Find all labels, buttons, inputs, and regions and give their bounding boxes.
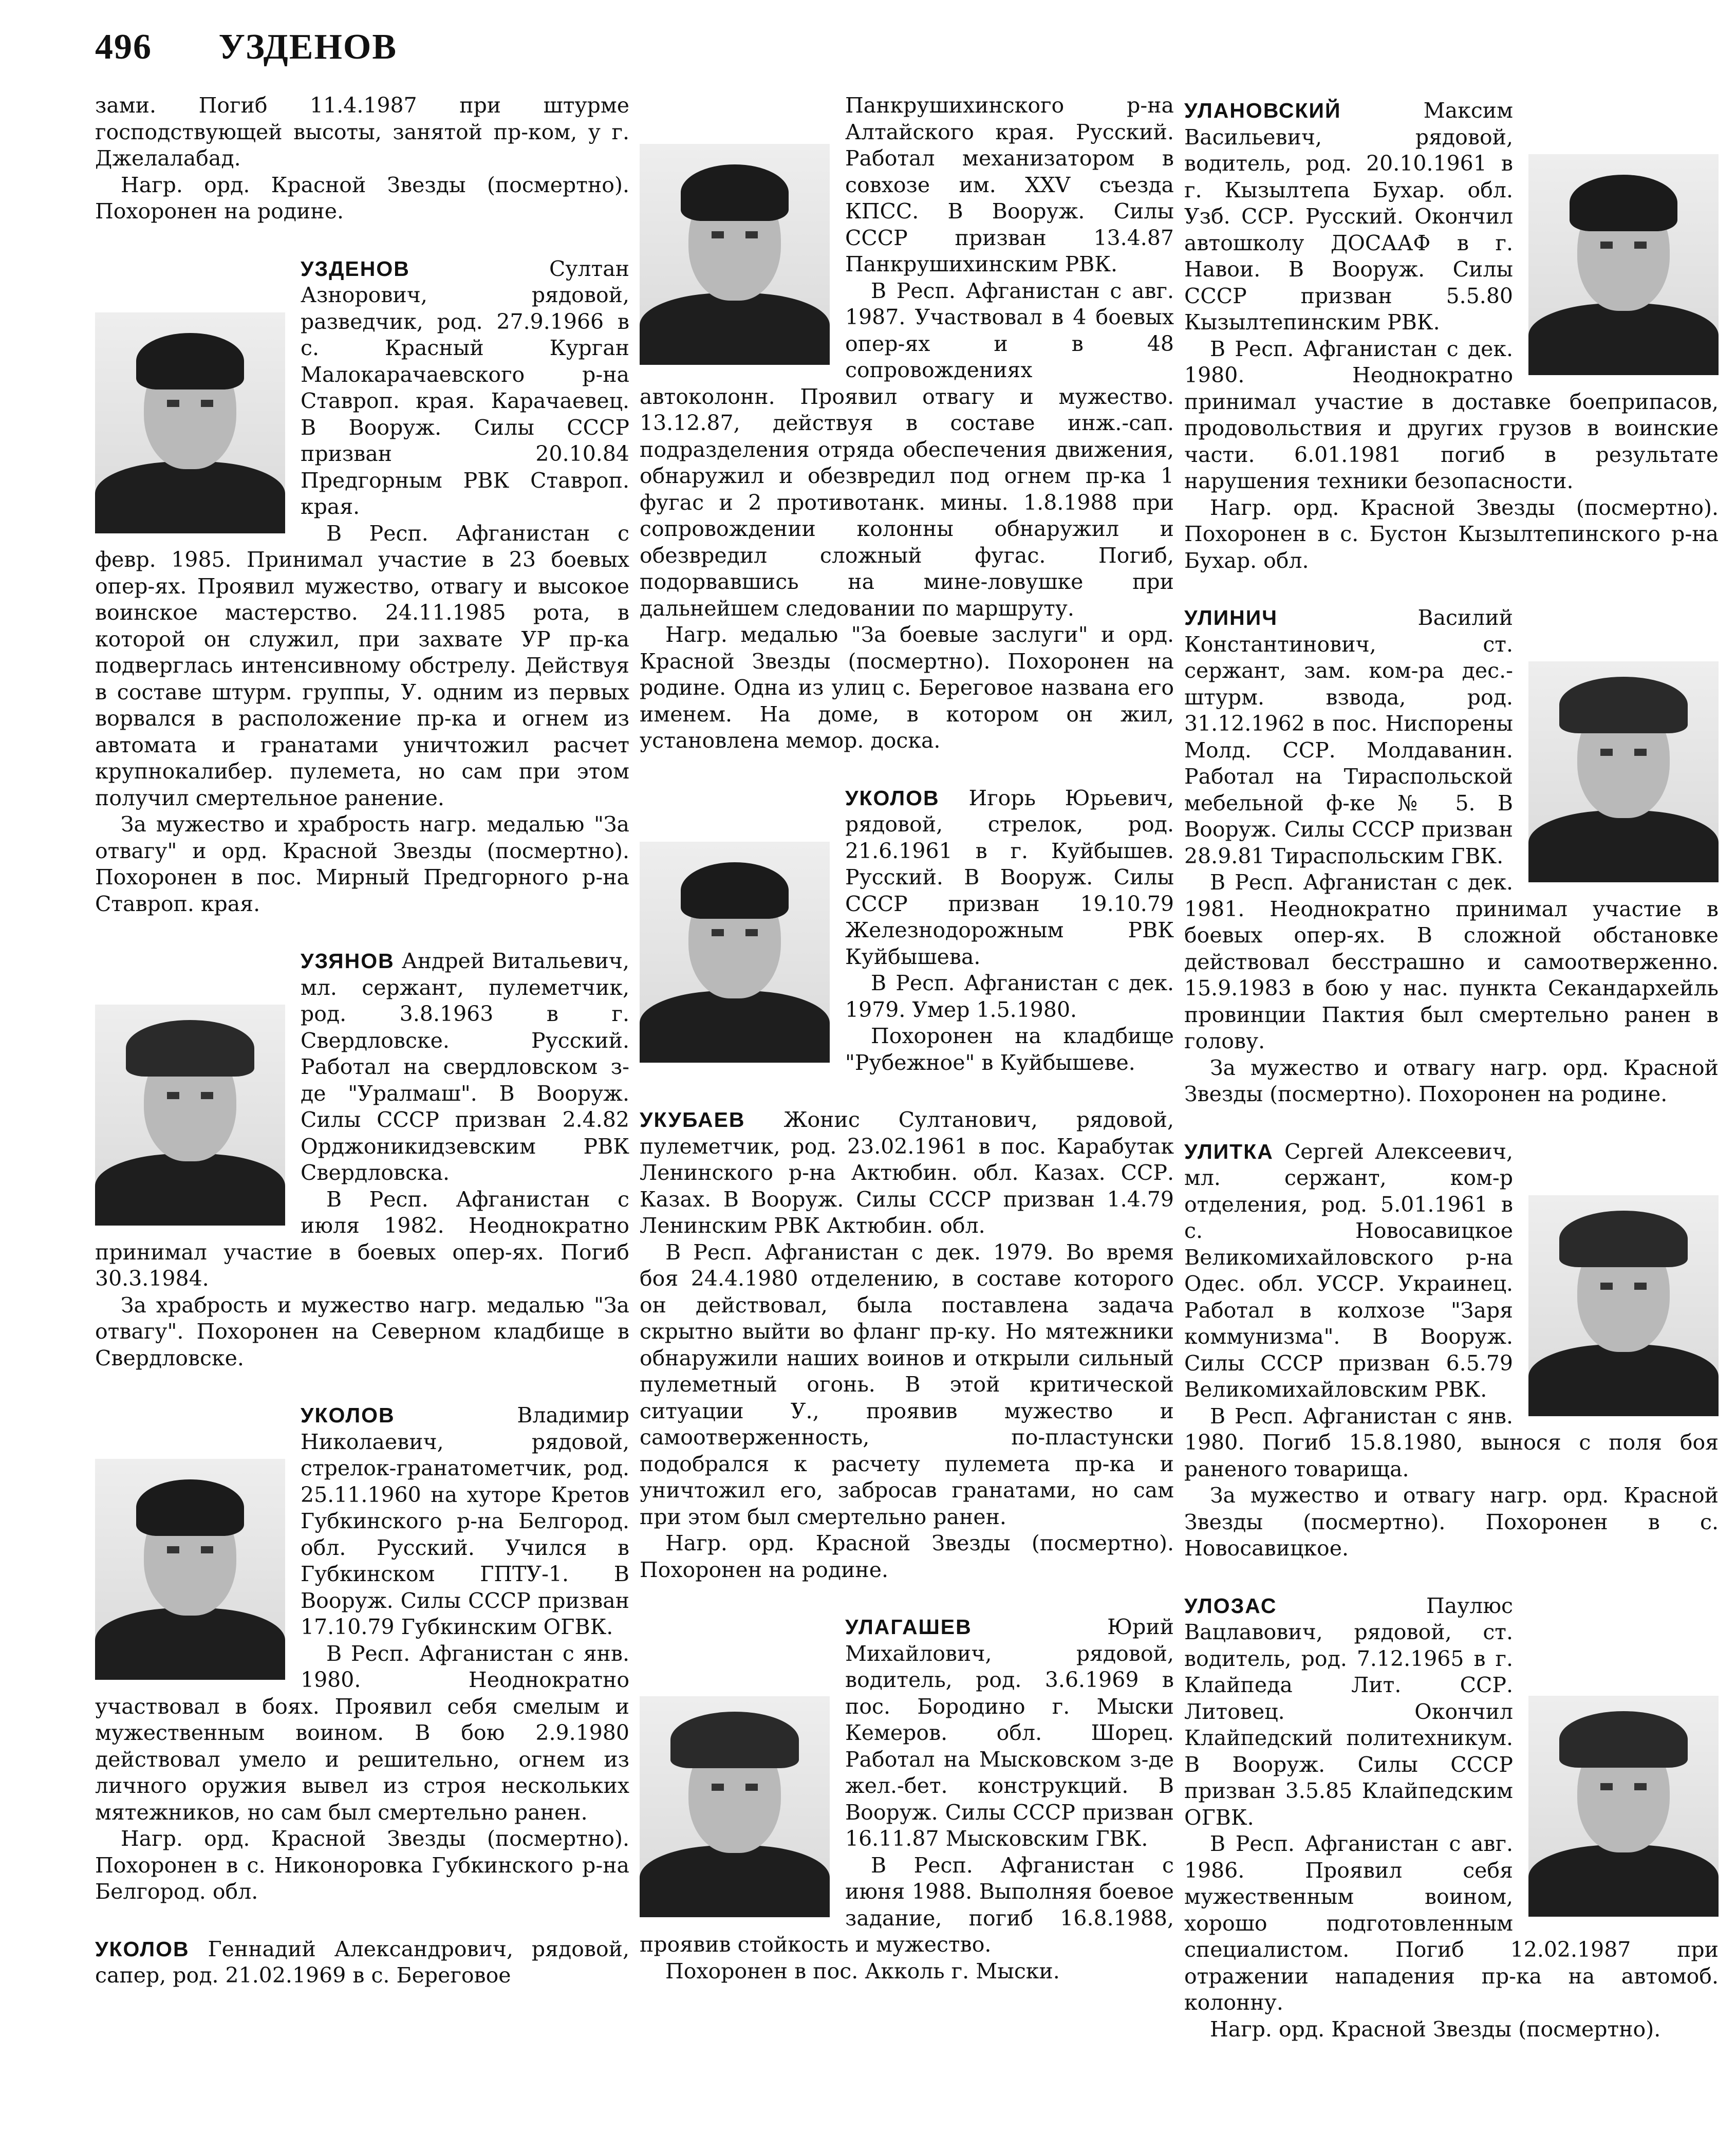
portrait-cap	[126, 1020, 254, 1077]
portrait-hair	[136, 1479, 244, 1536]
portrait-photo	[95, 1459, 285, 1680]
portrait-body	[640, 1845, 830, 1917]
entry-uzdenov	[95, 256, 629, 918]
entry-surname: УЛАНОВСКИЙ	[1184, 99, 1341, 122]
page-header	[95, 27, 397, 78]
portrait-eyes	[167, 1546, 213, 1553]
portrait-photo	[95, 1005, 285, 1226]
entry-bio: Султан Азнорович, рядовой, разведчик, род. 27.9.1966 в с. Красный Курган Малокарачаевского р-на Ставроп. края. Карачаевец. В Вооруж. Силы СССР призван 20.10.84 Предгорным РВК Ставроп. края.	[301, 256, 629, 519]
portrait-hair	[681, 862, 789, 919]
entry-bio: Максим Васильевич, рядовой, водитель, род. 20.10.1961 в г. Кызылтепа Бухар. обл. Узб. ССР. Русский. Окончил автошколу ДОСААФ в г. Навои. В Вооруж. Силы СССР призван 5.5.80 Кызылтепинским РВК.	[1184, 98, 1513, 335]
continuation-text: Нагр. медалью "За боевые заслуги" и орд. Красной Звезды (посмертно). Похоронен на родине. Одна из улиц с. Береговое названа его именем. На доме, в котором он жил, установлена мемор. доска.	[640, 622, 1174, 753]
portrait-eyes	[712, 929, 758, 936]
entry-award: Похоронен на кладбище "Рубежное" в Куйбышеве.	[845, 1024, 1174, 1075]
entry-bio: Владимир Николаевич, рядовой, стрелок-гранатометчик, род. 25.11.1960 на хуторе Кретов Губкинского р-на Белгород. обл. Русский. Учился в Губкинском ГПТУ-1. В Вооруж. Силы СССР призван 17.10.79 Губкинским ОГВК.	[301, 1403, 629, 1639]
portrait-hair	[681, 164, 789, 221]
portrait-body	[1528, 1344, 1719, 1416]
portrait-body	[95, 1608, 285, 1680]
portrait-body	[95, 1154, 285, 1226]
entry-bio: Василий Константинович, ст. сержант, зам. ком-ра дес.-штурм. взвода, род. 31.12.1962 в пос. Ниспорены Молд. ССР. Молдаванин. Работал на Тираспольской мебельной ф-ке № 5. В Вооруж. Силы СССР призван 28.9.81 Тираспольским ГВК.	[1184, 605, 1513, 868]
continuation-text: зами. Погиб 11.4.1987 при штурме господствующей высоты, занятой пр-ком, у г. Джелалабад.	[95, 93, 629, 171]
entry-bio: Геннадий Александрович, рядовой, сапер, род. 21.02.1969 в с. Береговое	[95, 1936, 629, 1988]
portrait-body	[1528, 810, 1719, 882]
portrait-eyes	[1600, 749, 1647, 756]
portrait-photo	[1528, 1195, 1719, 1416]
entry-surname: УКОЛОВ	[95, 1937, 190, 1961]
entry-service: В Респ. Афганистан с янв. 1980. Погиб 15.8.1980, вынося с поля боя раненого товарища.	[1184, 1403, 1719, 1481]
portrait-photo	[640, 1696, 830, 1917]
running-title: УЗДЕНОВ	[218, 27, 398, 67]
entry-award: За мужество и отвагу нагр. орд. Красной Звезды (посмертно). Похоронен в с. Новосавицкое.	[1184, 1483, 1719, 1561]
entry-award: Нагр. орд. Красной Звезды (посмертно). Похоронен в с. Никоноровка Губкинского р-на Белгород. обл.	[95, 1826, 629, 1904]
portrait-cap	[670, 1712, 799, 1768]
entry-surname: УКОЛОВ	[301, 1403, 395, 1427]
portrait-eyes	[712, 231, 758, 238]
entry-bio: Юрий Михайлович, рядовой, водитель, род. 3.6.1969 в пос. Бородино г. Мыски Кемеров. обл. Шорец. Работал на Мысковском з-де жел.-бет. конструкций. В Вооруж. Силы СССР призван 16.11.87 Мысковским ГВК.	[845, 1615, 1174, 1851]
portrait-eyes	[1600, 1283, 1647, 1290]
entry-bio: Сергей Алексеевич, мл. сержант, ком-р отделения, род. 5.01.1961 в с. Новосавицкое Великомихайловского р-на Одес. обл. УССР. Украинец. Работал в колхозе "Заря коммунизма". В Вооруж. Силы СССР призван 6.5.79 Великомихайловским РВК.	[1184, 1139, 1513, 1402]
continuation-text: В Респ. Афганистан с авг. 1987. Участвовал в 4 боевых опер-ях и в 48 сопровождениях автоколонн. Проявил отвагу и мужество. 13.12.87, действуя в составе инж.-сап. подразделения отряда обеспечения движения, обнаружил и обезвредил под огнем пр-ка 1 фугас и 2 противотанк. мины. 1.8.1988 при сопровождении колонны обнаружил и обезвредил сложный фугас. Погиб, подорвавшись на мине-ловушке при дальнейшем следовании по маршруту.	[640, 278, 1174, 621]
entry-surname: УЛИТКА	[1184, 1139, 1274, 1163]
entry-award: За мужество и храбрость нагр. медалью "За отвагу" и орд. Красной Звезды (посмертно). Похоронен в пос. Мирный Предгорного р-на Ставроп. края.	[95, 812, 629, 916]
entry-service: В Респ. Афганистан с июля 1982. Неоднократно принимал участие в боевых опер-ях. Погиб 30.3.1984.	[95, 1186, 629, 1291]
entry-uzyanov	[95, 948, 629, 1371]
portrait-helmet	[1559, 1211, 1688, 1267]
entry-ukolov-vladimir	[95, 1402, 629, 1905]
portrait-photo	[1528, 1696, 1719, 1917]
entry-service: В Респ. Афганистан с дек. 1979. Умер 1.5.1980.	[845, 971, 1174, 1022]
entry-award: Нагр. орд. Красной Звезды (посмертно). Похоронен на родине.	[640, 1531, 1174, 1582]
continuation-text: Нагр. орд. Красной Звезды (посмертно). Похоронен на родине.	[95, 172, 629, 224]
entry-ulozas	[1184, 1593, 1719, 2043]
entry-surname: УЗЯНОВ	[301, 949, 395, 973]
entry-bio: Жонис Султанович, рядовой, пулеметчик, род. 23.02.1961 в пос. Карабутак Ленинского р-на Актюбин. обл. Казах. ССР. Казах. В Вооруж. Силы СССР призван 1.4.79 Ленинским РВК Актюбин. обл.	[640, 1107, 1174, 1238]
entry-ukolov-igor	[640, 785, 1174, 1077]
entry-award: Нагр. орд. Красной Звезды (посмертно). Похоронен в с. Бустон Кызылтепинского р-на Бухар. обл.	[1184, 495, 1719, 573]
entry-ulanovskiy	[1184, 98, 1719, 574]
portrait-body	[1528, 1845, 1719, 1917]
portrait-beret	[1559, 677, 1688, 733]
entry-award: За храбрость и мужество нагр. медалью "За отвагу". Похоронен на Северном кладбище в Свердловске.	[95, 1292, 629, 1370]
entry-surname: УЛИНИЧ	[1184, 606, 1278, 629]
entry-service: В Респ. Афганистан с дек. 1979. Во время боя 24.4.1980 отделению, в составе которого он действовал, была поставлена задача скрытно выйти во фланг пр-ку. Но мятежники обнаружили наших воинов и открыли сильный пулеметный огонь. В этой критической ситуации У., проявив мужество и самоотверженность, по-пластунски подобрался к расчету пулемета пр-ка и уничтожил его, забросав гранатами, но сам при этом был смертельно ранен.	[640, 1239, 1174, 1529]
portrait-body	[1528, 303, 1719, 375]
entry-service: В Респ. Афганистан с июня 1988. Выполняя боевое задание, погиб 16.8.1988, проявив стойкость и мужество.	[640, 1852, 1174, 1957]
portrait-photo	[95, 312, 285, 533]
entry-surname: УЛОЗАС	[1184, 1593, 1277, 1618]
portrait-hair	[1570, 175, 1677, 231]
entry-bio: Игорь Юрьевич, рядовой, стрелок, род. 21.6.1961 в г. Куйбышев. Русский. В Вооруж. Силы СССР призван 19.10.79 Железнодорожным РВК Куйбышева.	[845, 785, 1174, 969]
entry-bio: Андрей Витальевич, мл. сержант, пулеметчик, род. 3.8.1963 в г. Свердловске. Русский. Работал на свердловском з-де "Уралмаш". В Вооруж. Силы СССР призван 2.4.82 Орджоникидзевским РВК Свердловска.	[301, 949, 629, 1185]
continuation-text: Панкрушихинского р-на Алтайского края. Русский. Работал механизатором в совхозе им. XXV съезда КПСС. В Вооруж. Силы СССР призван 13.4.87 Панкрушихинским РВК.	[845, 93, 1174, 276]
entry-service: В Респ. Афганистан с янв. 1980. Неоднократно участвовал в боях. Проявил себя смелым и мужественным воином. В бою 2.9.1980 действовал умело и решительно, огнем из личного оружия вывел из строя нескольких мятежников, но сам был смертельно ранен.	[95, 1641, 629, 1825]
entry-surname: УЛАГАШЕВ	[845, 1615, 972, 1639]
column-2	[640, 92, 1174, 1985]
entry-award: Нагр. орд. Красной Звезды (посмертно).	[1210, 2016, 1661, 2042]
entry-award: За мужество и отвагу нагр. орд. Красной Звезды (посмертно). Похоронен на родине.	[1184, 1055, 1719, 1106]
entry-bio: Паулюс Вацлавович, рядовой, ст. водитель, род. 7.12.1965 в г. Клайпеда Лит. ССР. Литовец. Окончил Клайпедский политехникум. В Вооруж. Силы СССР призван 3.5.85 Клайпедским ОГВК.	[1184, 1593, 1513, 1830]
entry-service: В Респ. Афганистан с февр. 1985. Принимал участие в 23 боевых опер-ях. Проявил мужество, отвагу и высокое воинское мастерство. 24.11.1985 рота, в которой он служил, при захвате УР пр-ка подверглась интенсивному обстрелу. Действуя в составе штурм. группы, У. одним из первых ворвался в расположение пр-ка и огнем из автомата и гранатами уничтожил расчет крупнокалибер. пулемета, но сам при этом получил смертельное ранение.	[95, 521, 629, 810]
portrait-body	[640, 991, 830, 1063]
entry-ukubaev	[640, 1107, 1174, 1583]
portrait-eyes	[712, 1784, 758, 1791]
portrait-hair	[136, 333, 244, 390]
entry-surname: УКУБАЕВ	[640, 1108, 745, 1132]
column-3	[1184, 92, 1719, 2043]
column-1	[95, 92, 629, 1989]
entry-service: В Респ. Афганистан с дек. 1981. Неоднократно принимал участие в боевых опер-ях. В сложной обстановке действовал бесстрашно и самоотверженно. 15.9.1983 в бою у нас. пункта Секандархейль провинции Пактия был смертельно ранен в голову.	[1184, 870, 1719, 1053]
portrait-eyes	[1600, 242, 1647, 249]
portrait-eyes	[1600, 1783, 1647, 1790]
portrait-photo	[640, 144, 830, 365]
portrait-body	[95, 461, 285, 533]
entry-ulinich	[1184, 605, 1719, 1108]
portrait-photo	[640, 842, 830, 1063]
page-number: 496	[95, 27, 152, 67]
entry-service: В Респ. Афганистан с авг. 1986. Проявил себя мужественным воином, хорошо подготовленным специалистом. Погиб 12.02.1987 при отражении нападения пр-ка на автомоб. колонну.	[1184, 1831, 1719, 2015]
entry-surname: УЗДЕНОВ	[301, 256, 410, 281]
portrait-photo	[1528, 661, 1719, 882]
portrait-body	[640, 293, 830, 365]
entry-surname: УКОЛОВ	[845, 786, 940, 810]
entry-award: Похоронен в пос. Акколь г. Мыски.	[665, 1958, 1060, 1983]
portrait-eyes	[167, 400, 213, 407]
portrait-photo	[1528, 154, 1719, 375]
portrait-cap	[1559, 1711, 1688, 1768]
entry-ulitka	[1184, 1139, 1719, 1562]
portrait-eyes	[167, 1092, 213, 1099]
entry-ulagashev	[640, 1614, 1174, 1985]
entry-service: В Респ. Афганистан с дек. 1980. Неоднократно принимал участие в доставке боеприпасов, продовольствия и других грузов в воинские части. 6.01.1981 погиб в результате нарушения техники безопасности.	[1184, 336, 1719, 493]
entry-ukolov-gennadiy	[95, 1936, 629, 1989]
